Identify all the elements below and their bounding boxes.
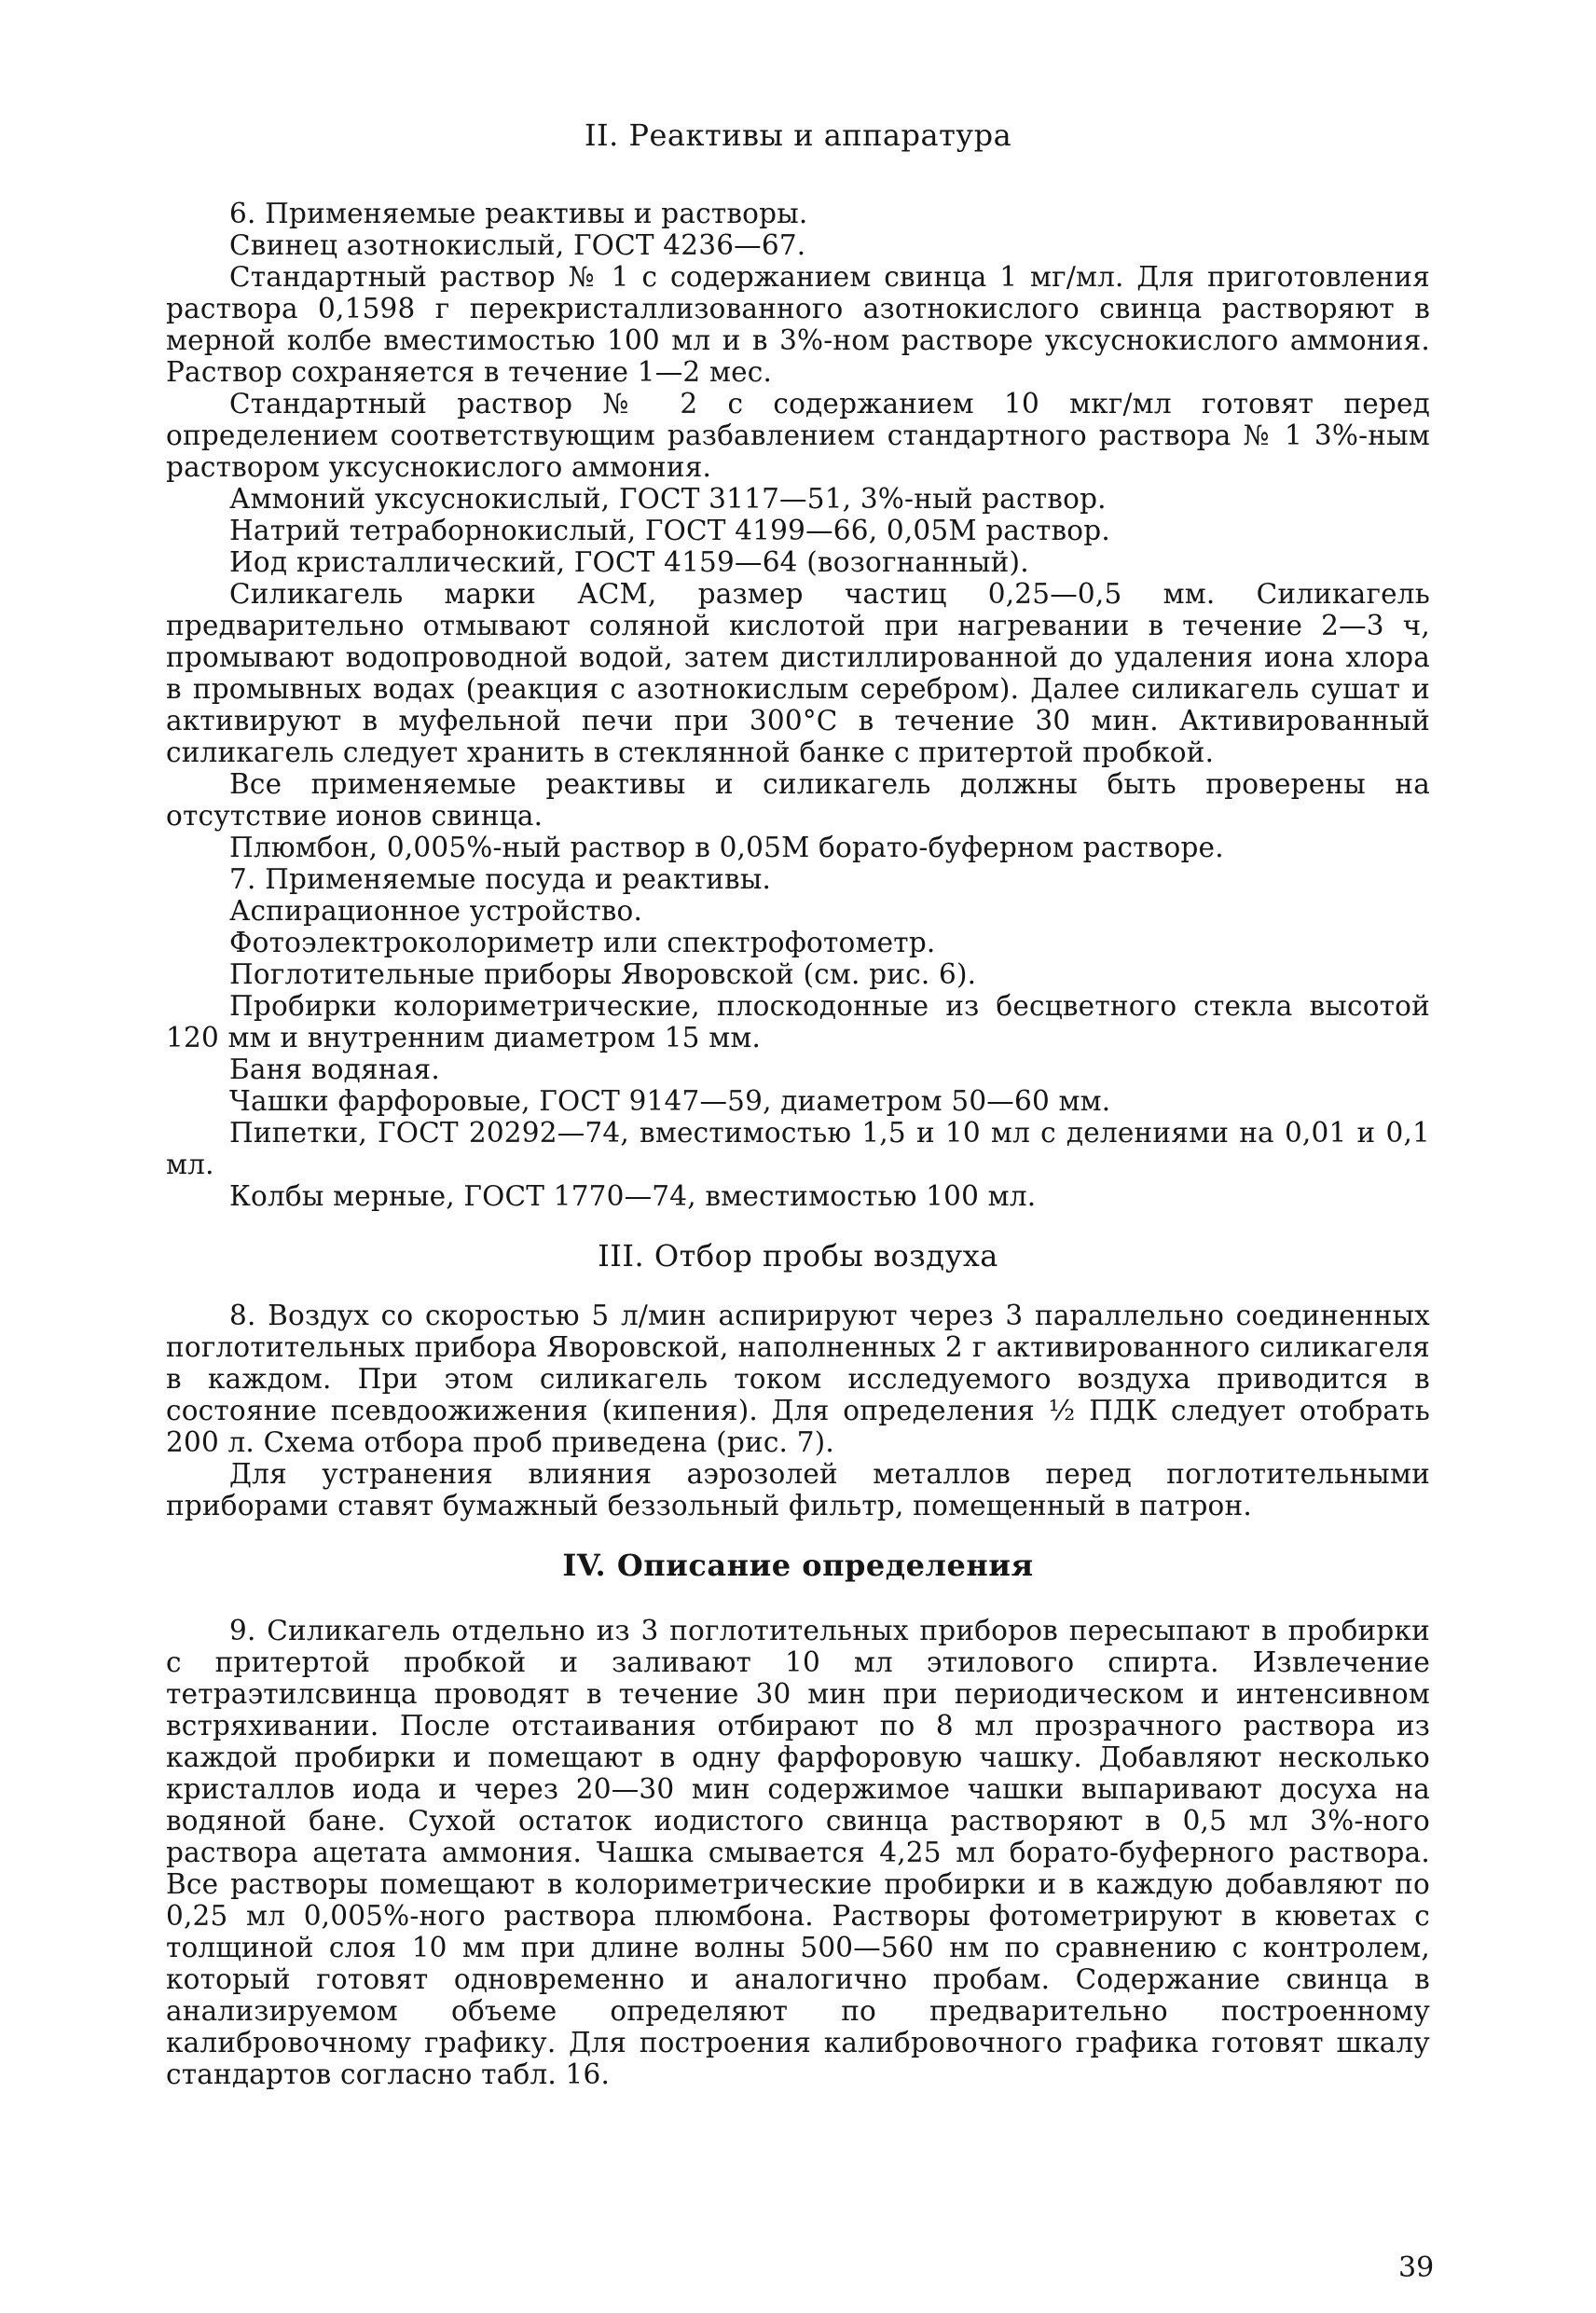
- paragraph-lead-nitrate: Свинец азотнокислый, ГОСТ 4236—67.: [229, 229, 806, 261]
- paragraph-iodine: Иод кристаллический, ГОСТ 4159—64 (возогнанный).: [229, 546, 1029, 578]
- paragraph-plumbon: Плюмбон, 0,005%-ный раствор в 0,05М борато-буферном растворе.: [229, 832, 1224, 863]
- paragraph-reagent-check: Все применяемые реактивы и силикагель должны быть проверены на отсутствие ионов свинца.: [166, 768, 1430, 832]
- paragraph-flasks: Колбы мерные, ГОСТ 1770—74, вместимостью 100 мл.: [229, 1180, 1037, 1212]
- section-title-reagents: II. Реактивы и аппаратура: [584, 117, 1012, 153]
- paragraph-dishes: Чашки фарфоровые, ГОСТ 9147—59, диаметром 50—60 мм.: [229, 1085, 1111, 1117]
- paragraph-item-6: 6. Применяемые реактивы и растворы.: [229, 198, 808, 229]
- paragraph-aspirator: Аспирационное устройство.: [229, 895, 643, 927]
- paragraph-test-tubes: Пробирки колориметрические, плоскодонные из бесцветного стекла высотой 120 мм и внутренним диаметром 15 мм.: [166, 990, 1430, 1053]
- paragraph-item-8: 8. Воздух со скоростью 5 л/мин аспирируют через 3 параллельно соединенных поглотительных прибора Яворовской, наполненных 2 г активированного силикагеля в каждом. При этом силикагель током исследуемого воздуха приводится в состояние псевдоожижения (кипения). Для определения ½ ПДК следует отобрать 200 л. Схема отбора проб приведена (рис. 7).: [166, 1300, 1430, 1458]
- paragraph-standard-solution-1: Стандартный раствор № 1 с содержанием свинца 1 мг/мл. Для приготовления раствора 0,1598 г перекристаллизованного азотнокислого свинца растворяют в мерной колбе вместимостью 100 мл и в 3%-ном растворе уксуснокислого аммония. Раствор сохраняется в течение 1—2 мес.: [166, 261, 1430, 388]
- paragraph-item-9: 9. Силикагель отдельно из 3 поглотительных приборов пересыпают в пробирки с притертой пробкой и заливают 10 мл этилового спирта. Извлечение тетраэтилсвинца проводят в течение 30 мин при периодическом и интенсивном встряхивании. После отстаивания отбирают по 8 мл прозрачного раствора из каждой пробирки и помещают в одну фарфоровую чашку. Добавляют несколько кристаллов иода и через 20—30 мин содержимое чашки выпаривают досуха на водяной бане. Сухой остаток иодистого свинца растворяют в 0,5 мл 3%-ного раствора ацетата аммония. Чашка смывается 4,25 мл борато-буферного раствора. Все растворы помещают в колориметрические пробирки и в каждую добавляют по 0,25 мл 0,005%-ного раствора плюмбона. Растворы фотометрируют в кюветах с толщиной слоя 10 мм при длине волны 500—560 нм по сравнению с контролем, который готовят одновременно и аналогично пробам. Содержание свинца в анализируемом объеме определяют по предварительно построенному калибровочному графику. Для построения калибровочного графика готовят шкалу стандартов согласно табл. 16.: [166, 1615, 1430, 2090]
- section-title-sampling: III. Отбор пробы воздуха: [598, 1238, 998, 1274]
- paragraph-photometer: Фотоэлектроколориметр или спектрофотометр.: [229, 927, 936, 958]
- paragraph-standard-solution-2: Стандартный раствор № 2 с содержанием 10 мкг/мл готовят перед определением соответствующим разбавлением стандартного раствора № 1 3%-ным раствором уксуснокислого аммония.: [166, 388, 1430, 483]
- paragraph-ammonium-acetate: Аммоний уксуснокислый, ГОСТ 3117—51, 3%-ный раствор.: [229, 483, 1107, 515]
- paragraph-silica-gel: Силикагель марки АСМ, размер частиц 0,25—0,5 мм. Силикагель предварительно отмывают соляной кислотой при нагревании в течение 2—3 ч, промывают водопроводной водой, затем дистиллированной до удаления иона хлора в промывных водах (реакция с азотнокислым серебром). Далее силикагель сушат и активируют в муфельной печи при 300°С в течение 30 мин. Активированный силикагель следует хранить в стеклянной банке с притертой пробкой.: [166, 578, 1430, 768]
- document-body: [166, 119, 1430, 2090]
- paragraph-water-bath: Баня водяная.: [229, 1053, 440, 1085]
- paragraph-pipettes: Пипетки, ГОСТ 20292—74, вместимостью 1,5 и 10 мл с делениями на 0,01 и 0,1 мл.: [166, 1117, 1430, 1180]
- paragraph-aerosols: Для устранения влияния аэрозолей металлов перед поглотительными приборами ставят бумажный беззольный фильтр, помещенный в патрон.: [166, 1458, 1430, 1521]
- paragraph-absorbers: Поглотительные приборы Яворовской (см. рис. 6).: [229, 958, 977, 990]
- page-number: 39: [1398, 2251, 1435, 2284]
- paragraph-item-7: 7. Применяемые посуда и реактивы.: [229, 863, 772, 895]
- section-title-procedure: IV. Описание определения: [562, 1548, 1034, 1583]
- paragraph-sodium-tetraborate: Натрий тетраборнокислый, ГОСТ 4199—66, 0,05М раствор.: [229, 515, 1110, 546]
